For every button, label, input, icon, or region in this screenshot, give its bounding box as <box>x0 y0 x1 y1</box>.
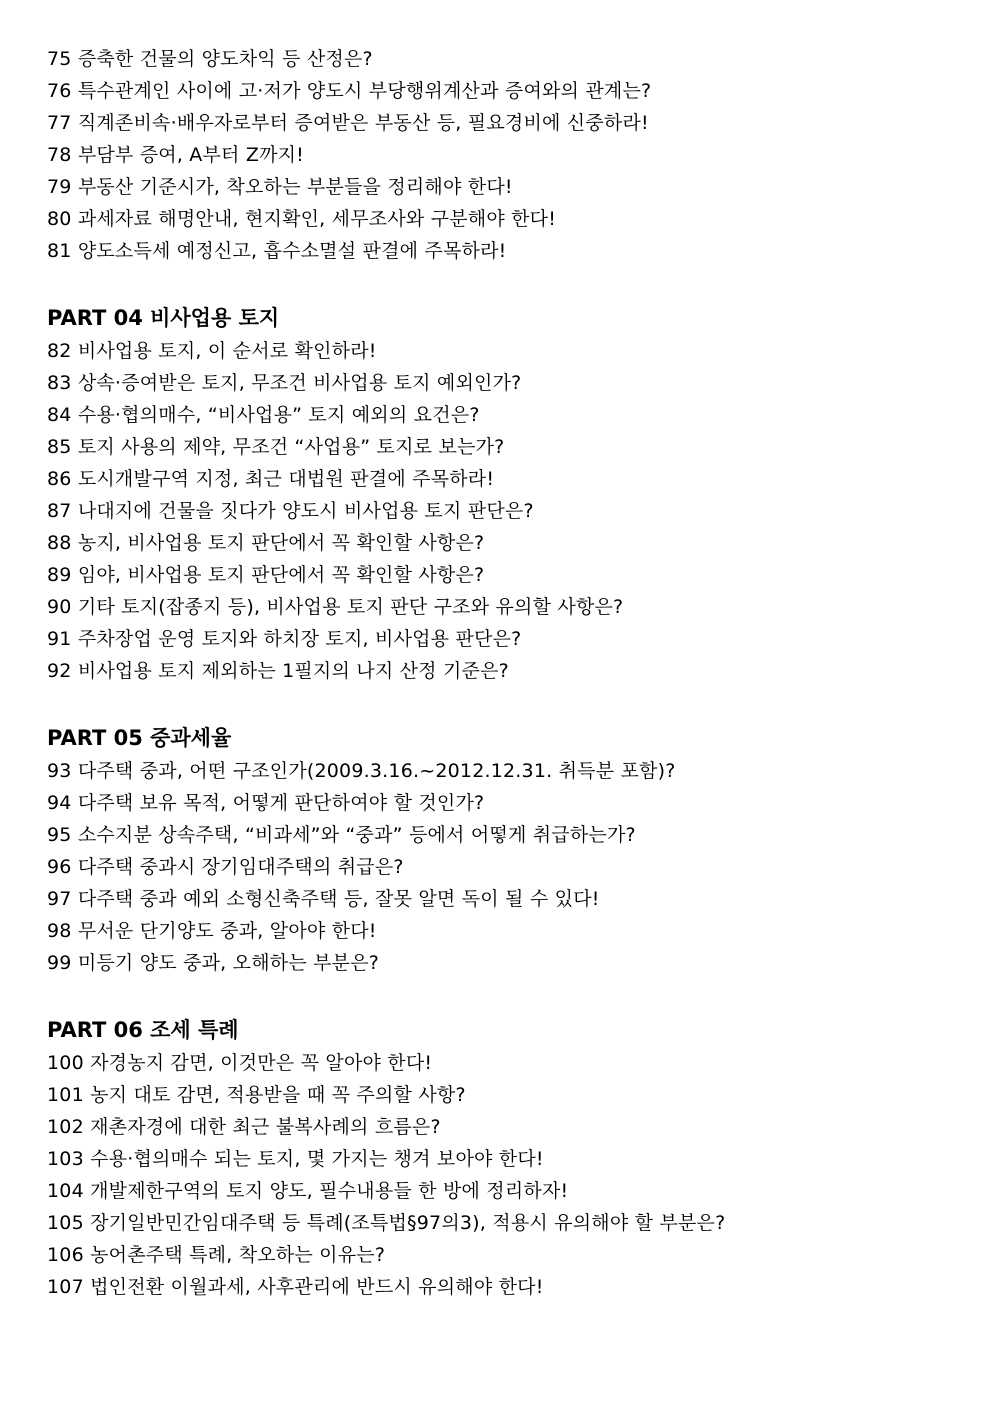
list-item: 106 농어촌주택 특례, 착오하는 이유는? <box>47 1244 386 1266</box>
list-item: 75 증축한 건물의 양도차익 등 산정은? <box>47 48 373 70</box>
list-item: 97 다주택 중과 예외 소형신축주택 등, 잘못 알면 독이 될 수 있다! <box>47 888 600 910</box>
list-item: 90 기타 토지(잡종지 등), 비사업용 토지 판단 구조와 유의할 사항은? <box>47 596 624 618</box>
list-item: 78 부담부 증여, A부터 Z까지! <box>47 144 304 166</box>
section-heading-part06: PART 06 조세 특례 <box>47 1018 239 1042</box>
list-item: 100 자경농지 감면, 이것만은 꼭 알아야 한다! <box>47 1052 433 1074</box>
list-item: 82 비사업용 토지, 이 순서로 확인하라! <box>47 340 377 362</box>
section-heading-part04: PART 04 비사업용 토지 <box>47 306 280 330</box>
list-item: 99 미등기 양도 중과, 오해하는 부분은? <box>47 952 380 974</box>
list-item: 103 수용·협의매수 되는 토지, 몇 가지는 챙겨 보아야 한다! <box>47 1148 544 1170</box>
list-item: 85 토지 사용의 제약, 무조건 “사업용” 토지로 보는가? <box>47 436 505 458</box>
list-item: 98 무서운 단기양도 중과, 알아야 한다! <box>47 920 377 942</box>
list-item: 93 다주택 중과, 어떤 구조인가(2009.3.16.~2012.12.31. 취득분 포함)? <box>47 760 676 782</box>
list-item: 80 과세자료 해명안내, 현지확인, 세무조사와 구분해야 한다! <box>47 208 557 230</box>
list-item: 104 개발제한구역의 토지 양도, 필수내용들 한 방에 정리하자! <box>47 1180 569 1202</box>
list-item: 77 직계존비속·배우자로부터 증여받은 부동산 등, 필요경비에 신중하라! <box>47 112 649 134</box>
list-item: 94 다주택 보유 목적, 어떻게 판단하여야 할 것인가? <box>47 792 485 814</box>
list-item: 92 비사업용 토지 제외하는 1필지의 나지 산정 기준은? <box>47 660 509 682</box>
section-heading-part05: PART 05 중과세율 <box>47 726 232 750</box>
list-item: 84 수용·협의매수, “비사업용” 토지 예외의 요건은? <box>47 404 480 426</box>
list-item: 79 부동산 기준시가, 착오하는 부분들을 정리해야 한다! <box>47 176 513 198</box>
list-item: 81 양도소득세 예정신고, 흡수소멸설 판결에 주목하라! <box>47 240 507 262</box>
list-item: 83 상속·증여받은 토지, 무조건 비사업용 토지 예외인가? <box>47 372 522 394</box>
list-item: 101 농지 대토 감면, 적용받을 때 꼭 주의할 사항? <box>47 1084 466 1106</box>
part06-item-list <box>47 1047 977 1303</box>
document-page <box>47 43 977 1303</box>
list-item: 88 농지, 비사업용 토지 판단에서 꼭 확인할 사항은? <box>47 532 485 554</box>
list-item: 95 소수지분 상속주택, “비과세”와 “중과” 등에서 어떻게 취급하는가? <box>47 824 636 846</box>
list-item: 107 법인전환 이월과세, 사후관리에 반드시 유의해야 한다! <box>47 1276 544 1298</box>
list-item: 91 주차장업 운영 토지와 하치장 토지, 비사업용 판단은? <box>47 628 522 650</box>
list-item: 105 장기일반민간임대주택 등 특례(조특법§97의3), 적용시 유의해야 할 부분은? <box>47 1212 726 1234</box>
list-item: 76 특수관계인 사이에 고·저가 양도시 부당행위계산과 증여와의 관계는? <box>47 80 652 102</box>
list-item: 87 나대지에 건물을 짓다가 양도시 비사업용 토지 판단은? <box>47 500 534 522</box>
part04-item-list <box>47 335 977 687</box>
list-item: 96 다주택 중과시 장기임대주택의 취급은? <box>47 856 404 878</box>
list-item: 102 재촌자경에 대한 최근 불복사례의 흐름은? <box>47 1116 441 1138</box>
list-item: 89 임야, 비사업용 토지 판단에서 꼭 확인할 사항은? <box>47 564 485 586</box>
part05-item-list <box>47 755 977 979</box>
list-item: 86 도시개발구역 지정, 최근 대법원 판결에 주목하라! <box>47 468 495 490</box>
top-item-list <box>47 43 977 267</box>
